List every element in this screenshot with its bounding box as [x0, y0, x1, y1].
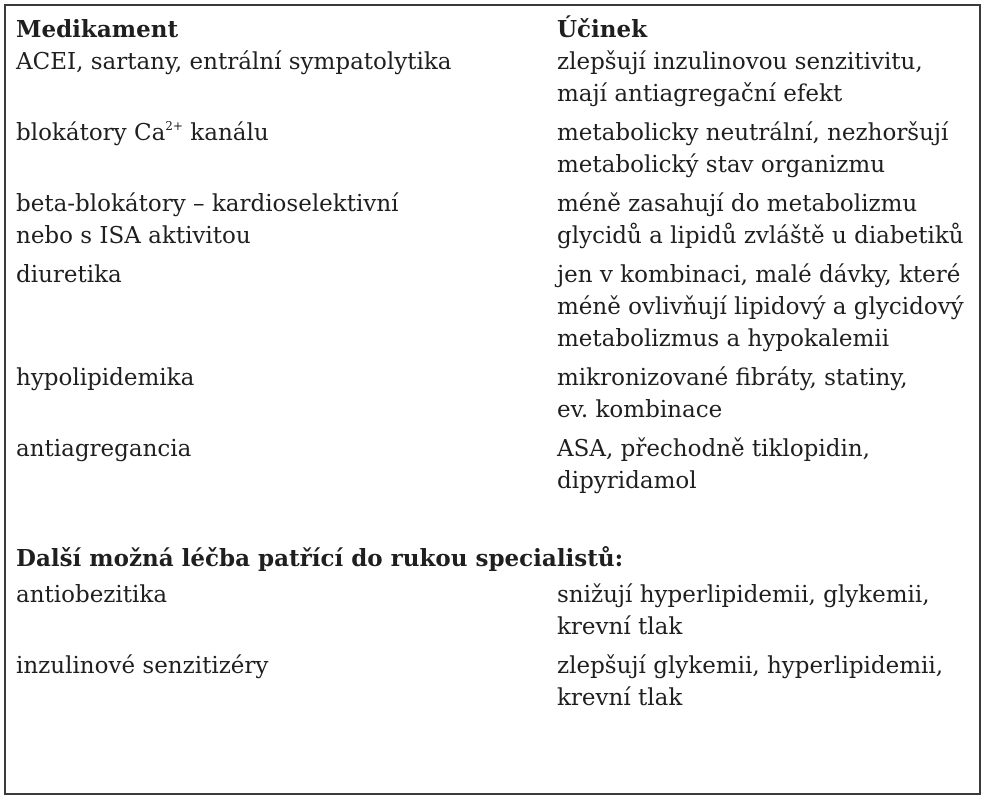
medication-table: [16, 14, 976, 721]
section-spacer: [16, 504, 976, 543]
ucinek-line: zlepšují glykemii, hyperlipidemii,: [557, 653, 944, 679]
medikament-cell: [16, 362, 557, 394]
table-row: [16, 259, 976, 355]
medikament-cell: [16, 46, 557, 78]
table-row: [16, 46, 976, 110]
medikament-line: hypolipidemika: [16, 365, 195, 391]
medikament-cell: [16, 579, 557, 611]
medikament-line: nebo s ISA aktivitou: [16, 223, 251, 249]
specialist-section-title: Další možná léčba patřící do rukou specialistů:: [16, 545, 624, 572]
ucinek-line: metabolický stav organizmu: [557, 152, 886, 178]
ucinek-line: krevní tlak: [557, 685, 683, 711]
table-row: [16, 579, 976, 643]
ucinek-line: mikronizované fibráty, statiny,: [557, 365, 908, 391]
table-row: [16, 117, 976, 181]
ucinek-line: krevní tlak: [557, 614, 683, 640]
header-ucinek: Účinek: [557, 16, 648, 43]
medikament-line: ACEI, sartany, entrální sympatolytika: [16, 49, 452, 75]
table-header-row: [16, 14, 976, 46]
ucinek-cell: [557, 579, 976, 643]
ucinek-line: snižují hyperlipidemii, glykemii,: [557, 582, 930, 608]
ucinek-line: jen v kombinaci, malé dávky, které: [557, 262, 961, 288]
medikament-cell: [16, 117, 557, 149]
ca-charge-superscript: 2+: [165, 119, 183, 133]
table-row: [16, 433, 976, 497]
ucinek-cell: [557, 362, 976, 426]
ucinek-line: glycidů a lipidů zvláště u diabetiků: [557, 223, 964, 249]
table-row: [16, 188, 976, 252]
medikament-cell: [16, 650, 557, 682]
table-row: [16, 650, 976, 714]
ucinek-line: méně ovlivňují lipidový a glycidový: [557, 294, 964, 320]
ucinek-cell: [557, 188, 976, 252]
medikament-line: antiobezitika: [16, 582, 168, 608]
ucinek-cell: [557, 433, 976, 497]
medikament-line: [16, 117, 557, 149]
ucinek-line: ev. kombinace: [557, 397, 723, 423]
medikament-cell: [16, 259, 557, 291]
header-medikament: Medikament: [16, 16, 179, 43]
ucinek-cell: [557, 46, 976, 110]
ucinek-line: metabolicky neutrální, nezhoršují: [557, 120, 949, 146]
ucinek-line: méně zasahují do metabolizmu: [557, 191, 918, 217]
table-row: [16, 362, 976, 426]
ucinek-cell: [557, 259, 976, 355]
ucinek-line: zlepšují inzulinovou senzitivitu,: [557, 49, 923, 75]
medikament-line: inzulinové senzitizéry: [16, 653, 269, 679]
medikament-line: antiagregancia: [16, 436, 192, 462]
medikament-prefix: blokátory Ca: [16, 120, 166, 146]
medikament-line: beta-blokátory – kardioselektivní: [16, 191, 399, 217]
ucinek-line: dipyridamol: [557, 468, 697, 494]
medikament-cell: [16, 433, 557, 465]
medikament-line: diuretika: [16, 262, 122, 288]
medikament-suffix: kanálu: [182, 120, 269, 146]
ucinek-line: metabolizmus a hypokalemii: [557, 326, 890, 352]
ucinek-cell: [557, 117, 976, 181]
ucinek-line: mají antiagregační efekt: [557, 81, 843, 107]
ucinek-line: ASA, přechodně tiklopidin,: [557, 436, 870, 462]
ucinek-cell: [557, 650, 976, 714]
medikament-cell: [16, 188, 557, 252]
